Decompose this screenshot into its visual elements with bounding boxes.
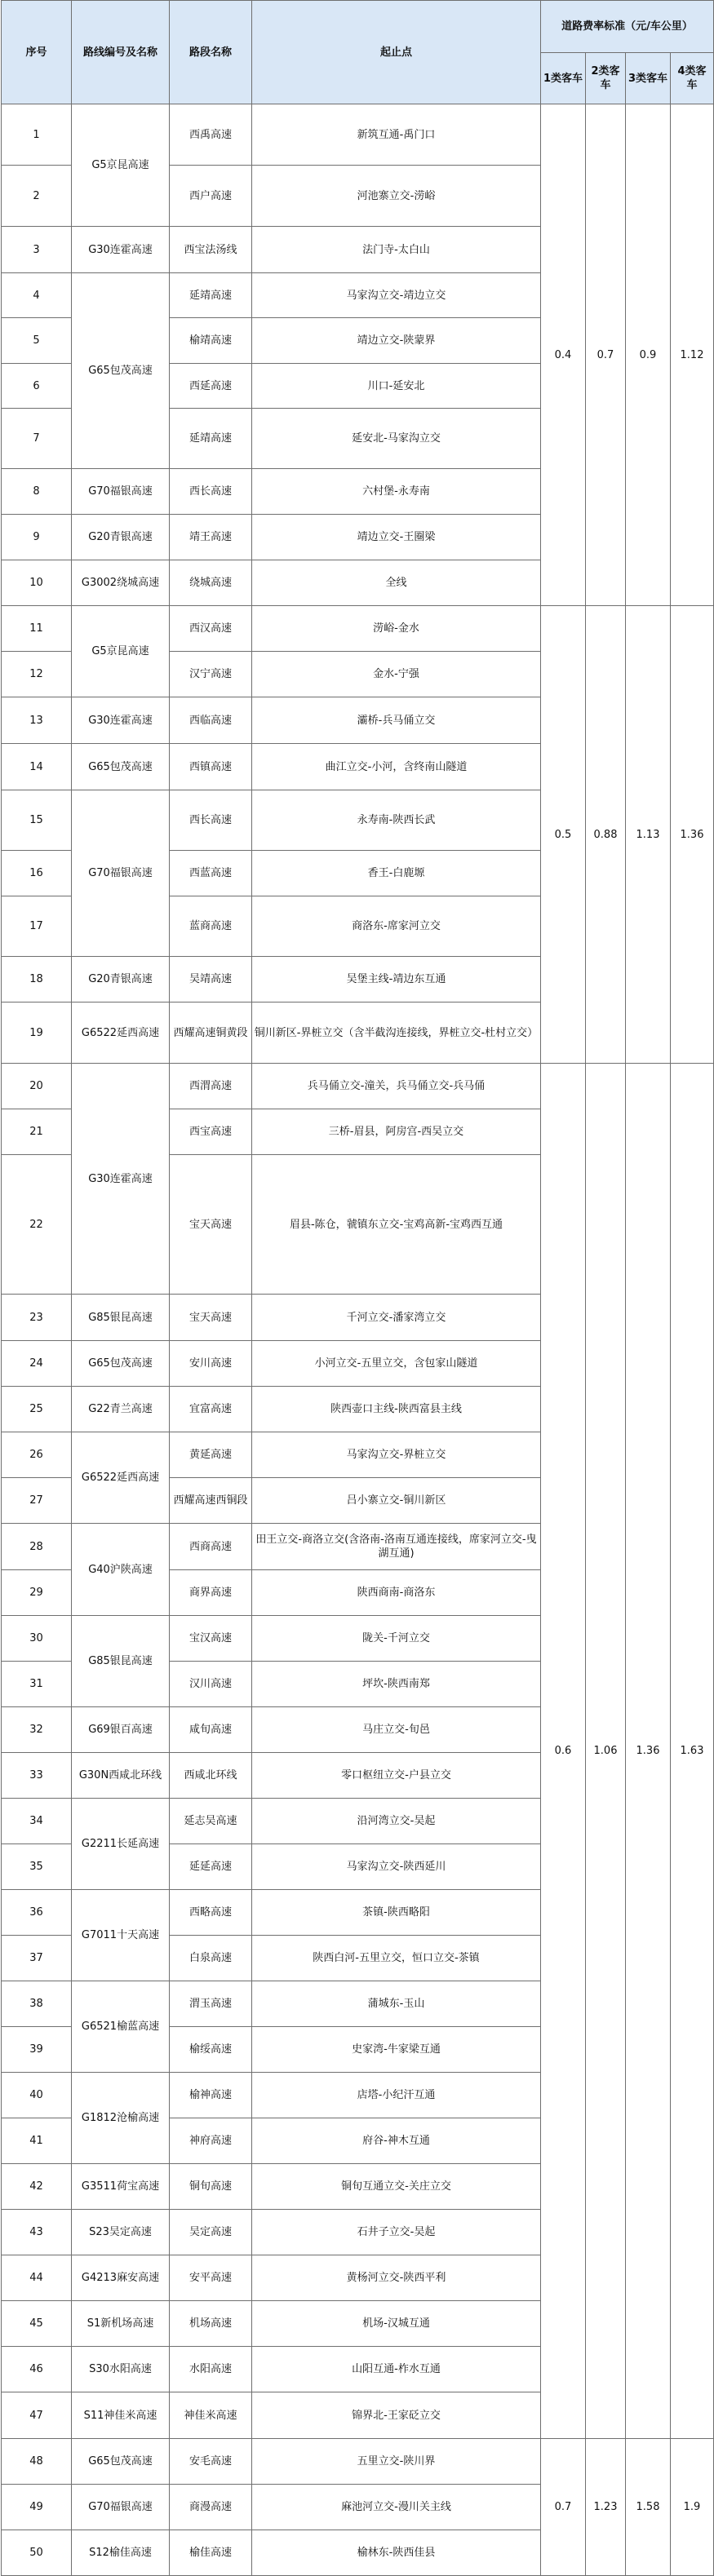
- row-section: 渭玉高速: [170, 1981, 252, 2027]
- row-route: G30连霍高速: [72, 1064, 170, 1295]
- row-section: 机场高速: [170, 2301, 252, 2347]
- row-section: 西宝法汤线: [170, 227, 252, 273]
- row-route: G3002绕城高速: [72, 560, 170, 606]
- row-section: 白泉高速: [170, 1936, 252, 1981]
- row-seq: 16: [2, 851, 72, 896]
- row-endpoints: 石井子立交-吴起: [252, 2210, 541, 2255]
- row-route: G70福银高速: [72, 2485, 170, 2530]
- row-seq: 15: [2, 790, 72, 851]
- row-section: 黄延高速: [170, 1432, 252, 1478]
- row-section: 西渭高速: [170, 1064, 252, 1109]
- row-endpoints: 史家湾-牛家梁互通: [252, 2027, 541, 2073]
- header-class4: 4类客车: [671, 53, 714, 104]
- row-endpoints: 千河立交-潘家湾立交: [252, 1295, 541, 1341]
- row-endpoints: 河池寨立交-涝峪: [252, 166, 541, 227]
- row-route: G30N西咸北环线: [72, 1753, 170, 1799]
- row-section: 榆佳高速: [170, 2530, 252, 2576]
- rate-class2: 0.88: [586, 606, 626, 1064]
- row-seq: 1: [2, 104, 72, 166]
- row-route: G2211长延高速: [72, 1799, 170, 1890]
- row-route: S30水阳高速: [72, 2347, 170, 2392]
- row-seq: 6: [2, 364, 72, 409]
- row-section: 西汉高速: [170, 606, 252, 652]
- row-section: 西咸北环线: [170, 1753, 252, 1799]
- row-endpoints: 延安北-马家沟立交: [252, 409, 541, 469]
- row-route: G65包茂高速: [72, 273, 170, 469]
- header-section: 路段名称: [170, 1, 252, 104]
- row-route: G6522延西高速: [72, 1003, 170, 1064]
- row-endpoints: 茶镇-陕西略阳: [252, 1890, 541, 1936]
- row-endpoints: 涝峪-金水: [252, 606, 541, 652]
- row-route: G65包茂高速: [72, 2439, 170, 2485]
- row-seq: 7: [2, 409, 72, 469]
- row-seq: 25: [2, 1387, 72, 1432]
- row-endpoints: 商洛东-席家河立交: [252, 896, 541, 957]
- rate-class4: 1.63: [671, 1064, 714, 2439]
- row-section: 榆神高速: [170, 2073, 252, 2118]
- row-seq: 31: [2, 1662, 72, 1707]
- row-seq: 4: [2, 273, 72, 318]
- row-section: 吴靖高速: [170, 957, 252, 1003]
- row-section: 神府高速: [170, 2118, 252, 2164]
- header-seq: 序号: [2, 1, 72, 104]
- row-route: G20青银高速: [72, 957, 170, 1003]
- row-section: 榆靖高速: [170, 318, 252, 364]
- rate-class4: 1.12: [671, 104, 714, 606]
- row-route: S11神佳米高速: [72, 2392, 170, 2439]
- row-route: G4213麻安高速: [72, 2255, 170, 2301]
- row-section: 西略高速: [170, 1890, 252, 1936]
- rate-class4: 1.9: [671, 2439, 714, 2576]
- row-endpoints: 陇关-千河立交: [252, 1616, 541, 1662]
- row-section: 西商高速: [170, 1524, 252, 1570]
- row-section: 延靖高速: [170, 273, 252, 318]
- row-endpoints: 零口枢纽立交-户县立交: [252, 1753, 541, 1799]
- row-seq: 37: [2, 1936, 72, 1981]
- row-endpoints: 川口-延安北: [252, 364, 541, 409]
- row-endpoints: 马家沟立交-陕西延川: [252, 1844, 541, 1890]
- row-endpoints: 法门寺-太白山: [252, 227, 541, 273]
- header-class1: 1类客车: [541, 53, 586, 104]
- row-seq: 20: [2, 1064, 72, 1109]
- header-rate: 道路费率标准（元/车公里）: [541, 1, 714, 53]
- row-seq: 8: [2, 469, 72, 515]
- row-seq: 46: [2, 2347, 72, 2392]
- row-seq: 34: [2, 1799, 72, 1844]
- row-section: 汉川高速: [170, 1662, 252, 1707]
- row-endpoints: 灞桥-兵马俑立交: [252, 697, 541, 744]
- row-endpoints: 陕西商南-商洛东: [252, 1570, 541, 1616]
- row-section: 宝天高速: [170, 1155, 252, 1295]
- row-seq: 49: [2, 2485, 72, 2530]
- row-section: 延延高速: [170, 1844, 252, 1890]
- row-route: G1812沧榆高速: [72, 2073, 170, 2164]
- rate-class2: 0.7: [586, 104, 626, 606]
- row-section: 蓝商高速: [170, 896, 252, 957]
- row-section: 咸旬高速: [170, 1707, 252, 1753]
- row-section: 西禹高速: [170, 104, 252, 166]
- row-endpoints: 永寿南-陕西长武: [252, 790, 541, 851]
- row-section: 榆绥高速: [170, 2027, 252, 2073]
- row-seq: 10: [2, 560, 72, 606]
- row-route: G5京昆高速: [72, 606, 170, 697]
- row-section: 水阳高速: [170, 2347, 252, 2392]
- row-section: 西延高速: [170, 364, 252, 409]
- row-endpoints: 府谷-神木互通: [252, 2118, 541, 2164]
- row-section: 延志吴高速: [170, 1799, 252, 1844]
- rate-class3: 0.9: [626, 104, 671, 606]
- row-endpoints: 铜旬互通立交-关庄立交: [252, 2164, 541, 2210]
- row-endpoints: 锦界北-王家砭立交: [252, 2392, 541, 2439]
- row-endpoints: 麻池河立交-漫川关主线: [252, 2485, 541, 2530]
- toll-rate-table: [1, 0, 714, 2576]
- row-section: 宝汉高速: [170, 1616, 252, 1662]
- row-endpoints: 田王立交-商洛立交(含洛南-洛南互通连接线，席家河立交-曳湖互通): [252, 1524, 541, 1570]
- row-seq: 48: [2, 2439, 72, 2485]
- header-class3: 3类客车: [626, 53, 671, 104]
- row-seq: 23: [2, 1295, 72, 1341]
- row-seq: 13: [2, 697, 72, 744]
- row-section: 西镇高速: [170, 744, 252, 790]
- row-route: G22青兰高速: [72, 1387, 170, 1432]
- row-seq: 44: [2, 2255, 72, 2301]
- row-section: 西耀高速铜黄段: [170, 1003, 252, 1064]
- row-endpoints: 曲江立交-小河，含终南山隧道: [252, 744, 541, 790]
- header-class2: 2类客车: [586, 53, 626, 104]
- row-seq: 27: [2, 1478, 72, 1524]
- row-section: 吴定高速: [170, 2210, 252, 2255]
- row-endpoints: 靖边立交-王圈梁: [252, 515, 541, 560]
- row-route: S1新机场高速: [72, 2301, 170, 2347]
- row-endpoints: 香王-白鹿塬: [252, 851, 541, 896]
- row-seq: 5: [2, 318, 72, 364]
- row-route: G6521榆蓝高速: [72, 1981, 170, 2073]
- rate-class3: 1.36: [626, 1064, 671, 2439]
- row-endpoints: 三桥-眉县，阿房宫-西吴立交: [252, 1109, 541, 1155]
- row-endpoints: 陕西白河-五里立交，恒口立交-茶镇: [252, 1936, 541, 1981]
- row-route: S12榆佳高速: [72, 2530, 170, 2576]
- row-section: 安川高速: [170, 1341, 252, 1387]
- row-route: S23吴定高速: [72, 2210, 170, 2255]
- row-route: G70福银高速: [72, 790, 170, 957]
- row-endpoints: 店塔-小纪汗互通: [252, 2073, 541, 2118]
- row-seq: 38: [2, 1981, 72, 2027]
- row-endpoints: 马家沟立交-界桩立交: [252, 1432, 541, 1478]
- row-seq: 35: [2, 1844, 72, 1890]
- row-seq: 47: [2, 2392, 72, 2439]
- row-seq: 45: [2, 2301, 72, 2347]
- row-endpoints: 新筑互通-禹门口: [252, 104, 541, 166]
- row-section: 安毛高速: [170, 2439, 252, 2485]
- row-seq: 42: [2, 2164, 72, 2210]
- row-route: G85银昆高速: [72, 1295, 170, 1341]
- row-seq: 24: [2, 1341, 72, 1387]
- row-seq: 26: [2, 1432, 72, 1478]
- row-seq: 2: [2, 166, 72, 227]
- rate-class3: 1.13: [626, 606, 671, 1064]
- row-route: G7011十天高速: [72, 1890, 170, 1981]
- header-route: 路线编号及名称: [72, 1, 170, 104]
- rate-class1: 0.5: [541, 606, 586, 1064]
- row-route: G20青银高速: [72, 515, 170, 560]
- row-seq: 21: [2, 1109, 72, 1155]
- row-section: 神佳米高速: [170, 2392, 252, 2439]
- row-section: 铜旬高速: [170, 2164, 252, 2210]
- row-seq: 40: [2, 2073, 72, 2118]
- row-section: 汉宁高速: [170, 652, 252, 697]
- row-seq: 12: [2, 652, 72, 697]
- rate-class2: 1.06: [586, 1064, 626, 2439]
- row-seq: 18: [2, 957, 72, 1003]
- row-section: 西耀高速西铜段: [170, 1478, 252, 1524]
- row-section: 西蓝高速: [170, 851, 252, 896]
- row-section: 商漫高速: [170, 2485, 252, 2530]
- row-endpoints: 山阳互通-柞水互通: [252, 2347, 541, 2392]
- row-route: G6522延西高速: [72, 1432, 170, 1524]
- row-endpoints: 坪坎-陕西南郑: [252, 1662, 541, 1707]
- row-section: 西户高速: [170, 166, 252, 227]
- row-section: 绕城高速: [170, 560, 252, 606]
- row-seq: 30: [2, 1616, 72, 1662]
- row-endpoints: 机场-汉城互通: [252, 2301, 541, 2347]
- row-seq: 41: [2, 2118, 72, 2164]
- row-seq: 32: [2, 1707, 72, 1753]
- header-endpoints: 起止点: [252, 1, 541, 104]
- row-endpoints: 全线: [252, 560, 541, 606]
- row-endpoints: 六村堡-永寿南: [252, 469, 541, 515]
- row-endpoints: 吴堡主线-靖边东互通: [252, 957, 541, 1003]
- row-seq: 50: [2, 2530, 72, 2576]
- row-seq: 39: [2, 2027, 72, 2073]
- row-route: G30连霍高速: [72, 227, 170, 273]
- row-seq: 3: [2, 227, 72, 273]
- row-route: G69银百高速: [72, 1707, 170, 1753]
- row-seq: 28: [2, 1524, 72, 1570]
- row-endpoints: 兵马俑立交-潼关，兵马俑立交-兵马俑: [252, 1064, 541, 1109]
- row-endpoints: 吕小寨立交-铜川新区: [252, 1478, 541, 1524]
- rate-class1: 0.6: [541, 1064, 586, 2439]
- row-seq: 43: [2, 2210, 72, 2255]
- row-route: G65包茂高速: [72, 744, 170, 790]
- row-seq: 9: [2, 515, 72, 560]
- row-endpoints: 陕西壶口主线-陕西富县主线: [252, 1387, 541, 1432]
- row-seq: 36: [2, 1890, 72, 1936]
- row-section: 西临高速: [170, 697, 252, 744]
- rate-class1: 0.4: [541, 104, 586, 606]
- row-section: 西长高速: [170, 469, 252, 515]
- row-seq: 17: [2, 896, 72, 957]
- row-endpoints: 金水-宁强: [252, 652, 541, 697]
- row-seq: 19: [2, 1003, 72, 1064]
- row-endpoints: 黄杨河立交-陕西平利: [252, 2255, 541, 2301]
- row-seq: 33: [2, 1753, 72, 1799]
- row-route: G5京昆高速: [72, 104, 170, 227]
- row-section: 安平高速: [170, 2255, 252, 2301]
- row-endpoints: 小河立交-五里立交，含包家山隧道: [252, 1341, 541, 1387]
- row-endpoints: 榆林东-陕西佳县: [252, 2530, 541, 2576]
- row-seq: 14: [2, 744, 72, 790]
- row-endpoints: 蒲城东-玉山: [252, 1981, 541, 2027]
- row-endpoints: 靖边立交-陕蒙界: [252, 318, 541, 364]
- row-section: 宝天高速: [170, 1295, 252, 1341]
- row-endpoints: 铜川新区-界桩立交（含半截沟连接线，界桩立交-杜村立交）: [252, 1003, 541, 1064]
- row-endpoints: 眉县-陈仓，虢镇东立交-宝鸡高新-宝鸡西互通: [252, 1155, 541, 1295]
- row-route: G65包茂高速: [72, 1341, 170, 1387]
- rate-class4: 1.36: [671, 606, 714, 1064]
- row-endpoints: 沿河湾立交-吴起: [252, 1799, 541, 1844]
- row-endpoints: 五里立交-陕川界: [252, 2439, 541, 2485]
- row-seq: 11: [2, 606, 72, 652]
- rate-class2: 1.23: [586, 2439, 626, 2576]
- row-section: 西长高速: [170, 790, 252, 851]
- row-seq: 22: [2, 1155, 72, 1295]
- row-section: 延靖高速: [170, 409, 252, 469]
- rate-class1: 0.7: [541, 2439, 586, 2576]
- row-seq: 29: [2, 1570, 72, 1616]
- row-route: G40沪陕高速: [72, 1524, 170, 1616]
- row-route: G30连霍高速: [72, 697, 170, 744]
- row-route: G70福银高速: [72, 469, 170, 515]
- row-route: G3511荷宝高速: [72, 2164, 170, 2210]
- rate-class3: 1.58: [626, 2439, 671, 2576]
- row-route: G85银昆高速: [72, 1616, 170, 1707]
- row-endpoints: 马庄立交-旬邑: [252, 1707, 541, 1753]
- row-section: 宜富高速: [170, 1387, 252, 1432]
- row-section: 商界高速: [170, 1570, 252, 1616]
- row-section: 靖王高速: [170, 515, 252, 560]
- row-section: 西宝高速: [170, 1109, 252, 1155]
- row-endpoints: 马家沟立交-靖边立交: [252, 273, 541, 318]
